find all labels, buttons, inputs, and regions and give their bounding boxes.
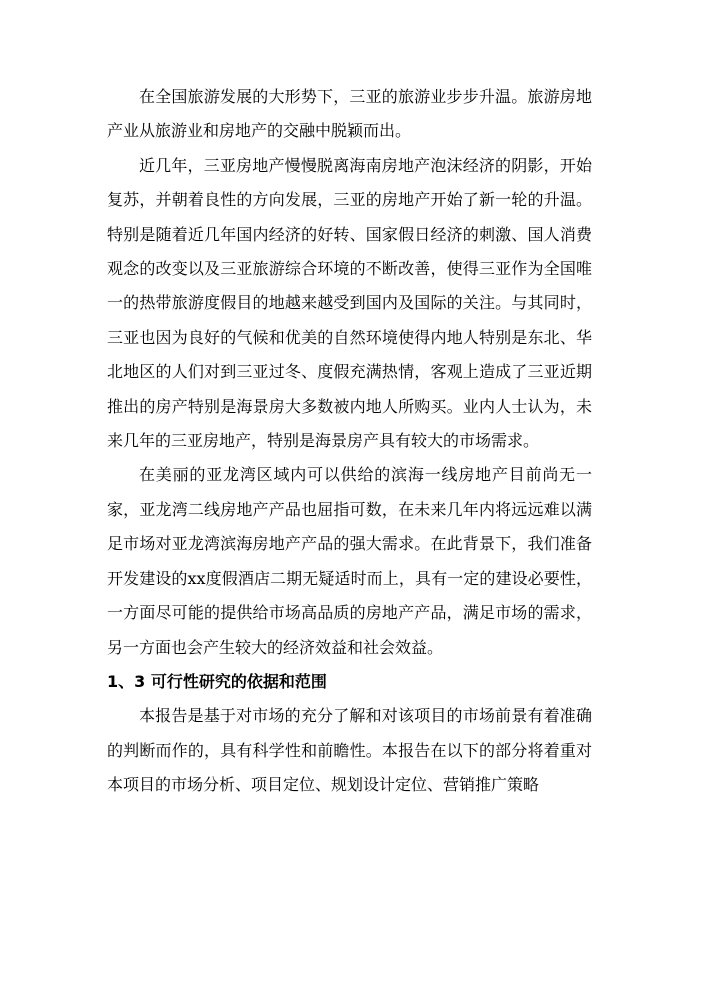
paragraph-yalong-bay: 在美丽的亚龙湾区域内可以供给的滨海一线房地产目前尚无一家，亚龙湾二线房地产产品也屈指可数，在未来几年内将远远难以满足市场对亚龙湾滨海房地产产品的强大需求。在此背景下，我们准备开发建设的xx度假酒店二期无疑适时而上，具有一定的建设必要性，一方面尽可能的提供给市场高品质的房地产产品，满足市场的需求，另一方面也会产生较大的经济效益和社会效益。	[107, 465, 592, 657]
document-page	[107, 80, 592, 803]
paragraph-report-basis: 本报告是基于对市场的充分了解和对该项目的市场前景有着准确的判断而作的，具有科学性和前瞻性。本报告在以下的部分将着重对本项目的市场分析、项目定位、规划设计定位、营销推广策略	[107, 706, 592, 795]
paragraph-tourism-trend: 在全国旅游发展的大形势下，三亚的旅游业步步升温。旅游房地产业从旅游业和房地产的交融中脱颖而出。	[107, 87, 592, 141]
section-heading: 1、3 可行性研究的依据和范围	[107, 671, 327, 691]
paragraph-sanya-real-estate: 近几年，三亚房地产慢慢脱离海南房地产泡沫经济的阴影，开始复苏，并朝着良性的方向发展，三亚的房地产开始了新一轮的升温。特别是随着近几年国内经济的好转、国家假日经济的刺激、国人消费观念的改变以及三亚旅游综合环境的不断改善，使得三亚作为全国唯一的热带旅游度假目的地越来越受到国内及国际的关注。与其同时，三亚也因为良好的气候和优美的自然环境使得内地人特别是东北、华北地区的人们对到三亚过冬、度假充满热情，客观上造成了三亚近期推出的房产特别是海景房大多数被内地人所购买。业内人士认为，未来几年的三亚房地产，特别是海景房产具有较大的市场需求。	[107, 155, 592, 451]
